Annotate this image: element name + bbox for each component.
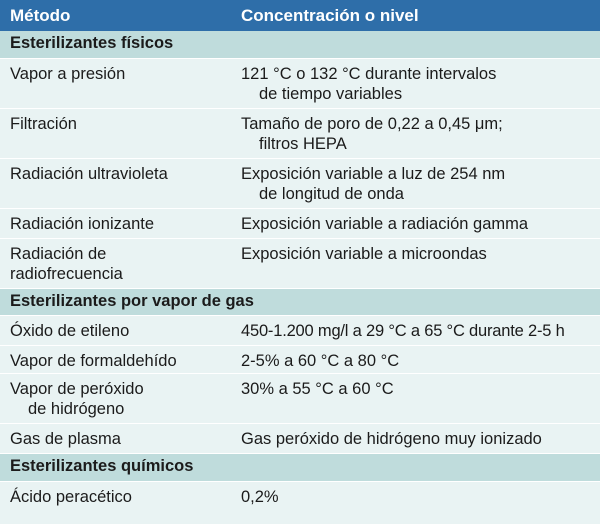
table-row — [0, 109, 600, 159]
section-title: Esterilizantes físicos — [0, 31, 600, 59]
value-line: Gas peróxido de hidrógeno muy ionizado — [241, 430, 542, 448]
table-row — [0, 346, 600, 374]
method-cell — [0, 482, 232, 512]
table-row — [0, 482, 600, 512]
method-cell — [0, 424, 232, 453]
method-line: Radiación ultravioleta — [10, 165, 168, 183]
method-cell — [0, 109, 232, 158]
value-line: Exposición variable a microondas — [241, 245, 487, 263]
value-cell — [232, 374, 600, 423]
method-line: radiofrecuencia — [10, 265, 123, 283]
method-line: Vapor de peróxido — [10, 380, 144, 398]
value-cell — [232, 239, 600, 288]
method-line: Ácido peracético — [10, 488, 132, 506]
value-line: 2-5% a 60 °C a 80 °C — [241, 352, 400, 370]
value-line: 450-1.200 mg/l a 29 °C a 65 °C durante 2-5 h — [241, 322, 565, 340]
value-line: 0,2% — [241, 488, 279, 506]
method-line: Radiación de — [10, 245, 107, 263]
method-line: Vapor de formaldehído — [10, 352, 177, 370]
value-line: Exposición variable a radiación gamma — [241, 215, 529, 233]
method-line: Vapor a presión — [10, 65, 126, 83]
value-cell — [232, 159, 600, 208]
table-row — [0, 159, 600, 209]
value-line: filtros HEPA — [259, 135, 347, 153]
table-row — [0, 316, 600, 346]
table-header — [0, 0, 600, 31]
value-line: de longitud de onda — [259, 185, 404, 203]
method-line: Gas de plasma — [10, 430, 121, 448]
table-row — [0, 239, 600, 289]
header-method: Método — [10, 5, 71, 25]
method-line: Filtración — [10, 115, 77, 133]
section-title: Esterilizantes por vapor de gas — [0, 289, 600, 316]
table-row — [0, 209, 600, 239]
value-line: de tiempo variables — [259, 85, 403, 103]
section-title: Esterilizantes químicos — [0, 454, 600, 482]
method-line: de hidrógeno — [28, 400, 125, 418]
value-cell — [232, 346, 600, 373]
method-cell — [0, 316, 232, 345]
value-cell — [232, 316, 600, 345]
value-line: 30% a 55 °C a 60 °C — [241, 380, 394, 398]
value-line: 121 °C o 132 °C durante intervalos — [241, 65, 497, 83]
table-row — [0, 374, 600, 424]
method-cell — [0, 239, 232, 288]
value-cell — [232, 424, 600, 453]
value-line: Exposición variable a luz de 254 nm — [241, 165, 506, 183]
value-cell — [232, 59, 600, 108]
value-cell — [232, 482, 600, 512]
table-row — [0, 424, 600, 454]
table-row — [0, 59, 600, 109]
value-cell — [232, 109, 600, 158]
method-cell — [0, 59, 232, 108]
method-cell — [0, 209, 232, 238]
method-cell — [0, 159, 232, 208]
method-cell — [0, 374, 232, 423]
method-cell — [0, 346, 232, 373]
method-line: Radiación ionizante — [10, 215, 155, 233]
value-line: Tamaño de poro de 0,22 a 0,45 μm; — [241, 115, 503, 133]
method-line: Óxido de etileno — [10, 322, 130, 340]
header-concentration: Concentración o nivel — [241, 5, 419, 25]
value-cell — [232, 209, 600, 238]
